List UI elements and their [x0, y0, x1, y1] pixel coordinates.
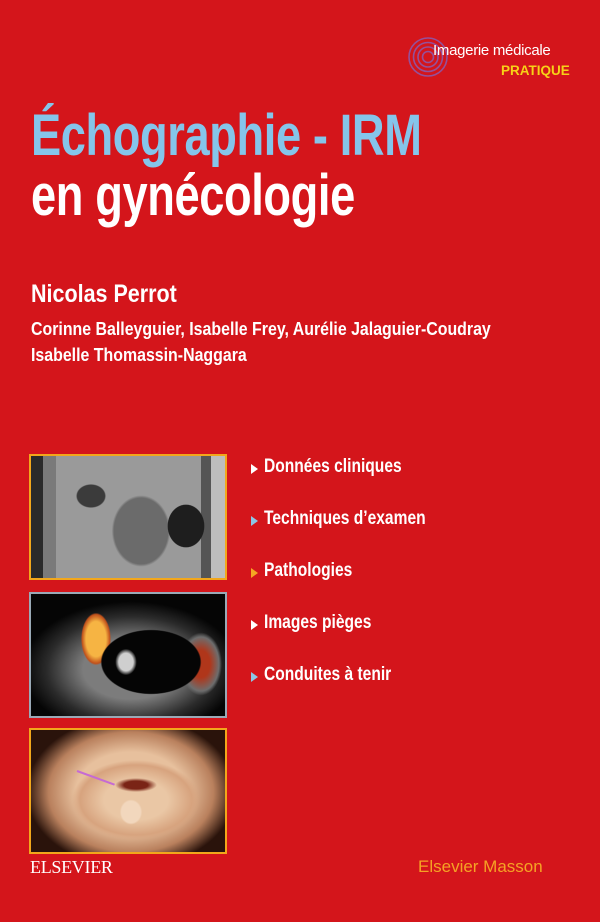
coauthors-line1: Corinne Balleyguier, Isabelle Frey, Aurélie Jalaguier-Coudray — [31, 318, 491, 339]
triangle-bullet-icon — [251, 464, 258, 474]
triangle-bullet-icon — [251, 620, 258, 630]
ultrasound-doppler-image — [29, 592, 227, 718]
triangle-bullet-icon — [251, 672, 258, 682]
3d-ultrasound-image — [29, 728, 227, 854]
feature-label: Pathologies — [264, 560, 353, 581]
mri-image — [29, 454, 227, 580]
feature-label: Techniques d’examen — [264, 508, 426, 529]
feature-label: Images pièges — [264, 612, 372, 633]
feature-label: Données cliniques — [264, 456, 402, 477]
collection-logo — [408, 37, 598, 87]
publisher-logo-elsevier: ELSEVIER — [30, 857, 113, 877]
publisher-elsevier-masson: Elsevier Masson — [418, 857, 543, 876]
collection-subtitle: PRATIQUE — [501, 63, 570, 78]
coauthors-line2: Isabelle Thomassin-Naggara — [31, 344, 247, 365]
collection-name: Imagerie médicale — [433, 42, 551, 59]
feature-label: Conduites à tenir — [264, 664, 392, 685]
annotation-arrow-icon — [77, 770, 115, 786]
main-author: Nicolas Perrot — [31, 280, 177, 308]
book-title-line2: en gynécologie — [31, 163, 355, 228]
book-title-line1: Échographie - IRM — [31, 103, 422, 168]
triangle-bullet-icon — [251, 516, 258, 526]
triangle-bullet-icon — [251, 568, 258, 578]
